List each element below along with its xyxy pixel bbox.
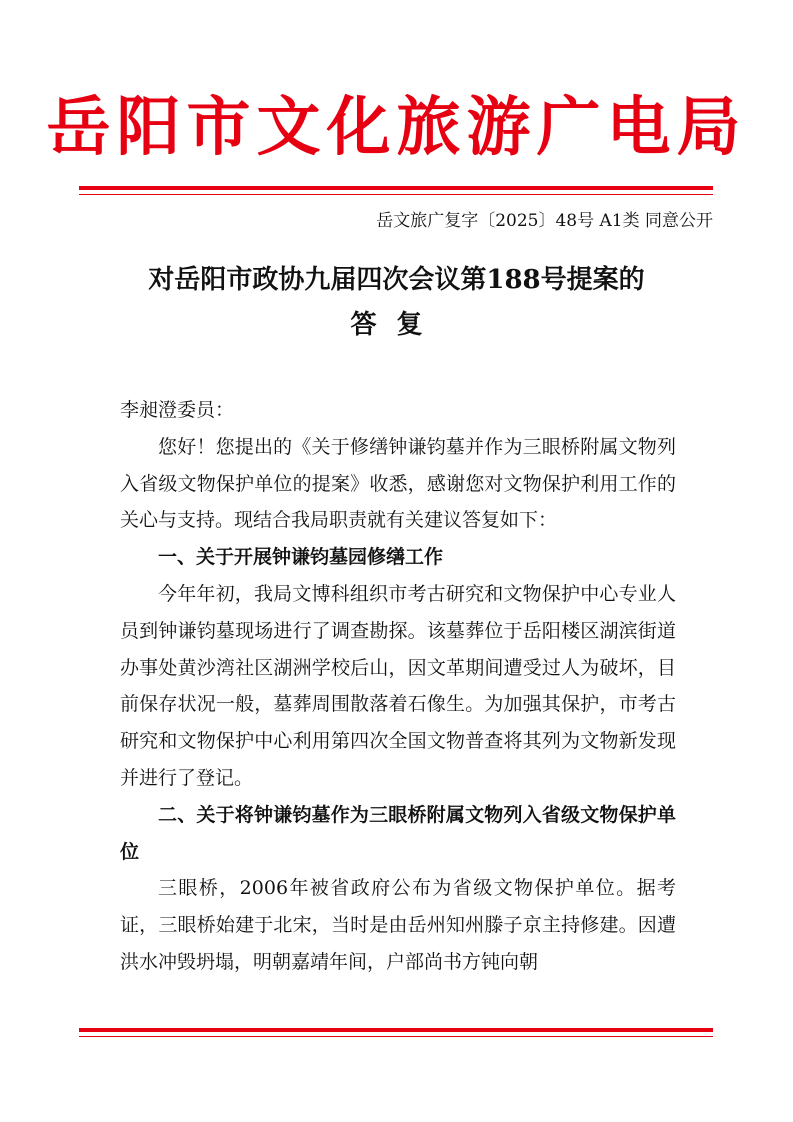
document-title-line1: 对岳阳市政协九届四次会议第188号提案的 xyxy=(148,265,645,295)
intro-paragraph: 您好！您提出的《关于修缮钟谦钧墓并作为三眼桥附属文物列入省级文物保护单位的提案》收悉，感谢您对文物保护利用工作的关心与支持。现结合我局职责就有关建议答复如下： xyxy=(120,435,676,532)
section-paragraph-1: 今年年初，我局文博科组织市考古研究和文物保护中心专业人员到钟谦钧墓现场进行了调查勘探。该墓葬位于岳阳楼区湖滨街道办事处黄沙湾社区湖洲学校后山，因文革期间遭受过人为破坏，目前保存状况一般，墓葬周围散落着石像生。为加强其保护，市考古研究和文物保护中心利用第四次全国文物普查将其列为文物新发现并进行了登记。 xyxy=(120,582,676,789)
agency-header: 岳阳市文化旅游广电局 xyxy=(46,90,747,165)
section-heading-1: 一、关于开展钟谦钧墓园修缮工作 xyxy=(158,546,444,569)
section-heading-2: 二、关于将钟谦钧墓作为三眼桥附属文物列入省级文物保护单位 xyxy=(120,803,676,863)
header-rule-thick xyxy=(79,186,713,190)
footer-rule-thin xyxy=(79,1036,713,1037)
document-body xyxy=(120,392,676,981)
section-paragraph-2: 三眼桥，2006年被省政府公布为省级文物保护单位。据考证，三眼桥始建于北宋，当时是由岳州知州滕子京主持修建。因遭洪水冲毁坍塌，明朝嘉靖年间，户部尚书方钝向朝 xyxy=(120,877,676,973)
footer-rule-thick xyxy=(79,1028,713,1032)
document-title-line2: 答复 xyxy=(350,310,443,340)
document-number: 岳文旅广复字〔2025〕48号 A1类 同意公开 xyxy=(376,211,713,231)
salutation: 李昶澄委员： xyxy=(120,399,235,421)
header-rule-thin xyxy=(79,194,713,195)
